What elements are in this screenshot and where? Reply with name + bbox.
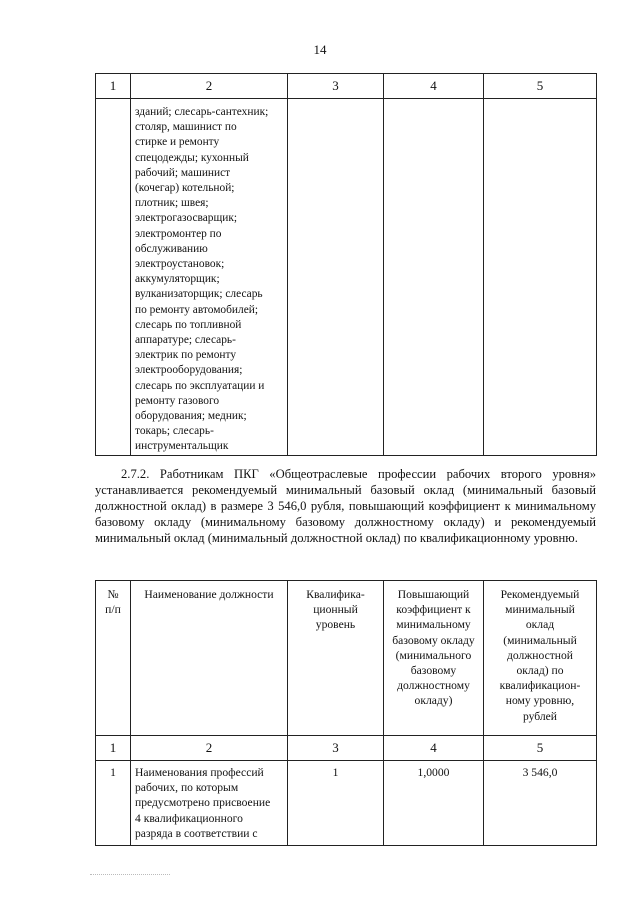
column-number-2: 2 (131, 736, 288, 761)
header-salary (484, 581, 597, 736)
professions-cell (131, 99, 288, 456)
profession-line: электромонтер по (135, 227, 222, 240)
profession-line: (кочегар) котельной; (135, 182, 235, 195)
column-number-4: 4 (384, 74, 484, 99)
empty-cell (384, 99, 484, 456)
header-line: Рекомендуемый (500, 588, 580, 601)
table-header-row (96, 74, 597, 99)
profession-line: слесарь по топливной (135, 318, 242, 331)
header-coefficient (384, 581, 484, 736)
row-salary: 3 546,0 (484, 761, 597, 846)
table-row (96, 99, 597, 456)
position-name-line: Наименования профессий (135, 766, 264, 779)
profession-line: столяр, машинист по (135, 121, 237, 134)
column-number-4: 4 (384, 736, 484, 761)
header-line: должностной (506, 648, 574, 662)
profession-line: зданий; слесарь-сантехник; (135, 106, 269, 118)
header-line: оклад (525, 618, 555, 632)
row-position-name (131, 761, 288, 846)
profession-line: электроустановок; (135, 258, 225, 271)
header-line: минимальный (505, 603, 575, 617)
profession-line: аккумуляторщик; (135, 273, 220, 286)
table-header-row (96, 581, 597, 736)
header-line: п/п (105, 603, 121, 617)
position-name-line: разряда в соответствии с (135, 826, 258, 840)
paragraph-text: 2.7.2. Работникам ПКГ «Общеотраслевые профессии рабочих второго уровня» устанавливается рекомендуемый минимальный базовый оклад (минимальный базовый должностной оклад) в размере 3 546,0 рубля, повышающий коэффициент к минимальному базовому окладу (минимальному базовому должностному окладу) и рекомендуемый минимальный оклад (минимальный должностной оклад) по квалификационному уровню. (95, 467, 596, 545)
header-line: квалификацион- (499, 679, 581, 693)
profession-line: инструментальщик (135, 440, 229, 453)
profession-line: спецодежды; кухонный (135, 151, 249, 164)
profession-line: вулканизаторщик; слесарь (135, 288, 263, 301)
profession-line: рабочий; машинист (135, 166, 231, 179)
profession-line: токарь; слесарь- (135, 425, 214, 438)
position-name-line: 4 квалификационного (135, 811, 243, 825)
column-number-5: 5 (484, 74, 597, 99)
column-number-2: 2 (131, 74, 288, 99)
row-number: 1 (96, 761, 131, 846)
profession-line: ремонту газового (135, 394, 220, 407)
row-level: 1 (288, 761, 384, 846)
profession-line: электрик по ремонту (135, 349, 237, 362)
scan-artifact (90, 866, 170, 875)
profession-line: слесарь по эксплуатации и (135, 379, 265, 392)
professions-list (131, 99, 287, 455)
header-number (96, 581, 131, 736)
header-line: базовому (410, 664, 457, 678)
profession-line: оборудования; медник; (135, 410, 247, 423)
column-number-1: 1 (96, 74, 131, 99)
empty-cell (484, 99, 597, 456)
header-line: Повышающий (397, 588, 470, 601)
header-line: Наименование должности (144, 588, 274, 601)
header-line: (минимальный (503, 633, 577, 647)
position-name-line: предусмотрено присвоение (135, 796, 271, 810)
header-line: минимальному (396, 618, 471, 632)
qualification-table (95, 580, 597, 846)
column-number-1: 1 (96, 736, 131, 761)
profession-line: аппаратуре; слесарь- (135, 334, 236, 347)
column-number-row (96, 736, 597, 761)
header-line: рублей (522, 709, 558, 723)
empty-cell (288, 99, 384, 456)
profession-line: электрооборудования; (135, 364, 243, 377)
header-line: базовому окладу (392, 633, 475, 647)
position-name-line: рабочих, по которым (135, 781, 239, 795)
header-line: коэффициент к (396, 603, 471, 617)
header-position-name (131, 581, 288, 736)
header-line: ному уровню, (505, 694, 575, 708)
header-line: должностному (397, 679, 470, 693)
header-line: оклад) по (516, 664, 564, 678)
header-qualification-level (288, 581, 384, 736)
column-number-3: 3 (288, 74, 384, 99)
header-line: уровень (315, 618, 356, 632)
header-line: № (107, 588, 119, 601)
profession-line: электрогазосварщик; (135, 212, 238, 225)
profession-line: обслуживанию (135, 242, 208, 255)
section-paragraph (95, 467, 596, 547)
professions-table-continued (95, 73, 597, 456)
empty-cell (96, 99, 131, 456)
profession-line: по ремонту автомобилей; (135, 303, 259, 316)
table-row (96, 761, 597, 846)
header-line: Квалифика- (306, 588, 365, 601)
profession-line: плотник; швея; (135, 197, 209, 210)
header-line: окладу) (414, 694, 453, 708)
column-number-3: 3 (288, 736, 384, 761)
header-line: (минимального (395, 648, 472, 662)
page-number: 14 (313, 42, 327, 57)
profession-line: стирке и ремонту (135, 136, 220, 149)
header-line: ционный (313, 603, 358, 617)
row-coefficient: 1,0000 (384, 761, 484, 846)
column-number-5: 5 (484, 736, 597, 761)
